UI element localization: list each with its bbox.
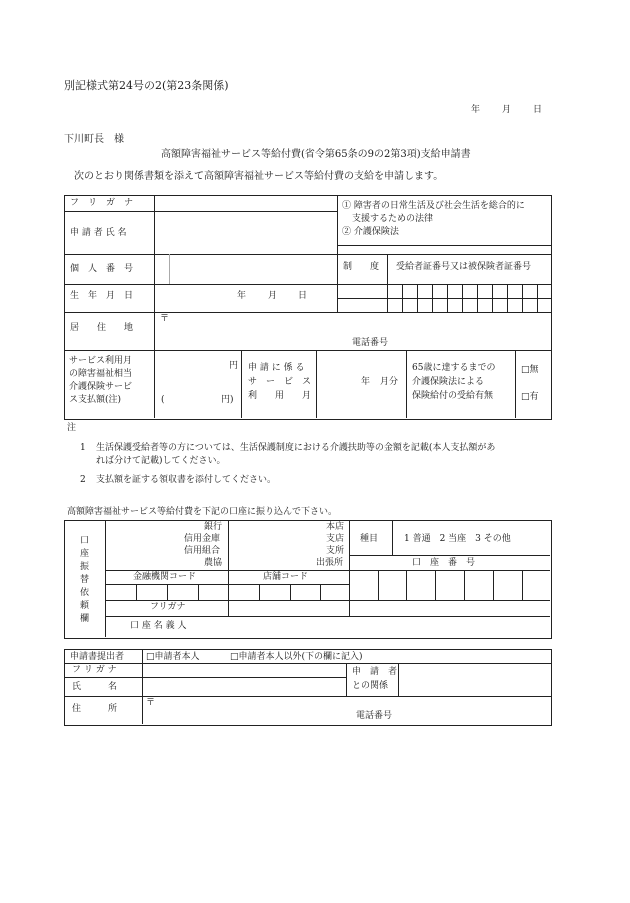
month-year: 年	[361, 377, 371, 387]
side-char-5: 頼	[80, 601, 90, 611]
submitter-name-label: 氏 名	[72, 682, 118, 692]
checkbox-none[interactable]: □無	[521, 365, 539, 375]
date-month: 月	[502, 105, 512, 115]
svc-amount-line2: の障害福祉相当	[69, 369, 133, 379]
age-label-1: 65歳に達するまでの	[412, 363, 496, 373]
birthdate-label: 生 年 月 日	[70, 291, 134, 301]
bank-furigana-label: フリガナ	[150, 602, 186, 612]
cert-number-label: 受給者証番号又は被保険者証番号	[396, 262, 532, 272]
submitter-furigana-label: フ リ ガ ナ	[72, 665, 117, 675]
svc-amount-line3: 介護保険サービ	[69, 382, 133, 392]
age-label-2: 介護保険法による	[412, 377, 485, 387]
yen-label: 円	[229, 361, 239, 371]
inst-kumiai: 信用組合	[184, 546, 221, 556]
date-day: 日	[533, 105, 543, 115]
paren-yen: 円)	[221, 395, 234, 405]
side-char-1: 座	[80, 549, 90, 559]
svc-amount-line4: ス支払額(注)	[69, 395, 122, 405]
submitter-other-checkbox[interactable]: □申請者本人以外(下の欄に記入)	[230, 652, 363, 662]
address-label: 居 住 地	[70, 323, 134, 333]
inst-nokyo: 農協	[204, 558, 223, 568]
month-label-1: 申 請 に 係 る	[248, 363, 305, 373]
law-option-1: ① 障害者の日常生活及び社会生活を総合的に	[342, 201, 525, 211]
birth-day: 日	[298, 291, 308, 301]
bank-instruction: 高額障害福祉サービス等給付費を下記の口座に振り込んで下さい。	[67, 507, 338, 517]
applicant-name-label: 申 請 者 氏 名	[70, 228, 127, 238]
note-1-num: 1	[80, 443, 86, 453]
age-label-3: 保険給付の受給有無	[412, 391, 494, 401]
month-label-3: 利 用 月	[248, 391, 312, 401]
inst-shinkin: 信用金庫	[184, 534, 221, 544]
side-char-3: 替	[80, 575, 90, 585]
branch-sub: 出張所	[316, 558, 344, 568]
submitter-address-label: 住 所	[72, 704, 118, 714]
submitter-phone-label: 電話番号	[356, 711, 393, 721]
relation-label-2: との関係	[352, 681, 389, 691]
law-option-1b: 支援するための法律	[352, 214, 434, 224]
svc-amount-line1: サービス利用月	[69, 356, 133, 366]
note-2-text: 支払額を証する領収書を添付してください。	[96, 475, 277, 485]
notes-heading: 注	[67, 423, 77, 433]
form-number: 別記様式第24号の2(第23条関係)	[64, 79, 229, 92]
side-char-4: 依	[80, 588, 90, 598]
branch-branch: 支店	[326, 534, 345, 544]
account-number-label: 口 座 番 号	[412, 558, 476, 568]
month-label-2: サ ー ビ ス	[248, 377, 312, 387]
note-1-line1: 生活保護受給者等の方については、生活保護制度における介護扶助等の金額を記載(本人支払額があ	[96, 443, 496, 453]
phone-label: 電話番号	[352, 338, 389, 348]
paren-open: (	[161, 395, 165, 405]
date-year: 年	[471, 105, 481, 115]
postal-mark: 〒	[160, 314, 170, 324]
note-2-num: 2	[80, 475, 86, 485]
side-char-0: 口	[80, 536, 90, 546]
submitter-self-checkbox[interactable]: □申請者本人	[146, 652, 200, 662]
law-option-2: ② 介護保険法	[342, 227, 399, 237]
individual-number-label: 個 人 番 号	[70, 264, 134, 274]
birth-year: 年	[237, 291, 247, 301]
branch-office: 支所	[326, 546, 345, 556]
form-title: 高額障害福祉サービス等給付費(省令第65条の9の2第3項)支給申請書	[161, 149, 471, 160]
kind-options: 1 普通 2 当座 3 その他	[404, 534, 511, 544]
side-char-6: 欄	[80, 614, 90, 624]
account-holder-label: 口 座 名 義 人	[130, 621, 187, 631]
inst-bank: 銀行	[204, 522, 223, 532]
system-label: 制 度	[343, 262, 380, 272]
checkbox-yes[interactable]: □有	[521, 392, 539, 402]
bank-code-label: 金融機関コード	[133, 572, 197, 582]
birth-month: 月	[268, 291, 278, 301]
submitter-label: 申請書提出者	[70, 652, 125, 662]
month-month: 月分	[380, 377, 399, 387]
kind-label: 種目	[360, 534, 379, 544]
addressee: 下川町長 様	[64, 134, 124, 145]
furigana-label: フ リ ガ ナ	[70, 198, 134, 208]
branch-code-label: 店舗コード	[263, 572, 309, 582]
side-char-2: 振	[80, 562, 90, 572]
branch-main: 本店	[326, 522, 345, 532]
relation-label-1: 申 請 者	[352, 667, 398, 677]
note-1-line2: れば分けて記載)してください。	[96, 456, 226, 466]
submitter-postal-mark: 〒	[146, 698, 156, 708]
intro-text: 次のとおり関係書類を添えて高額障害福祉サービス等給付費の支給を申請します。	[74, 171, 444, 182]
